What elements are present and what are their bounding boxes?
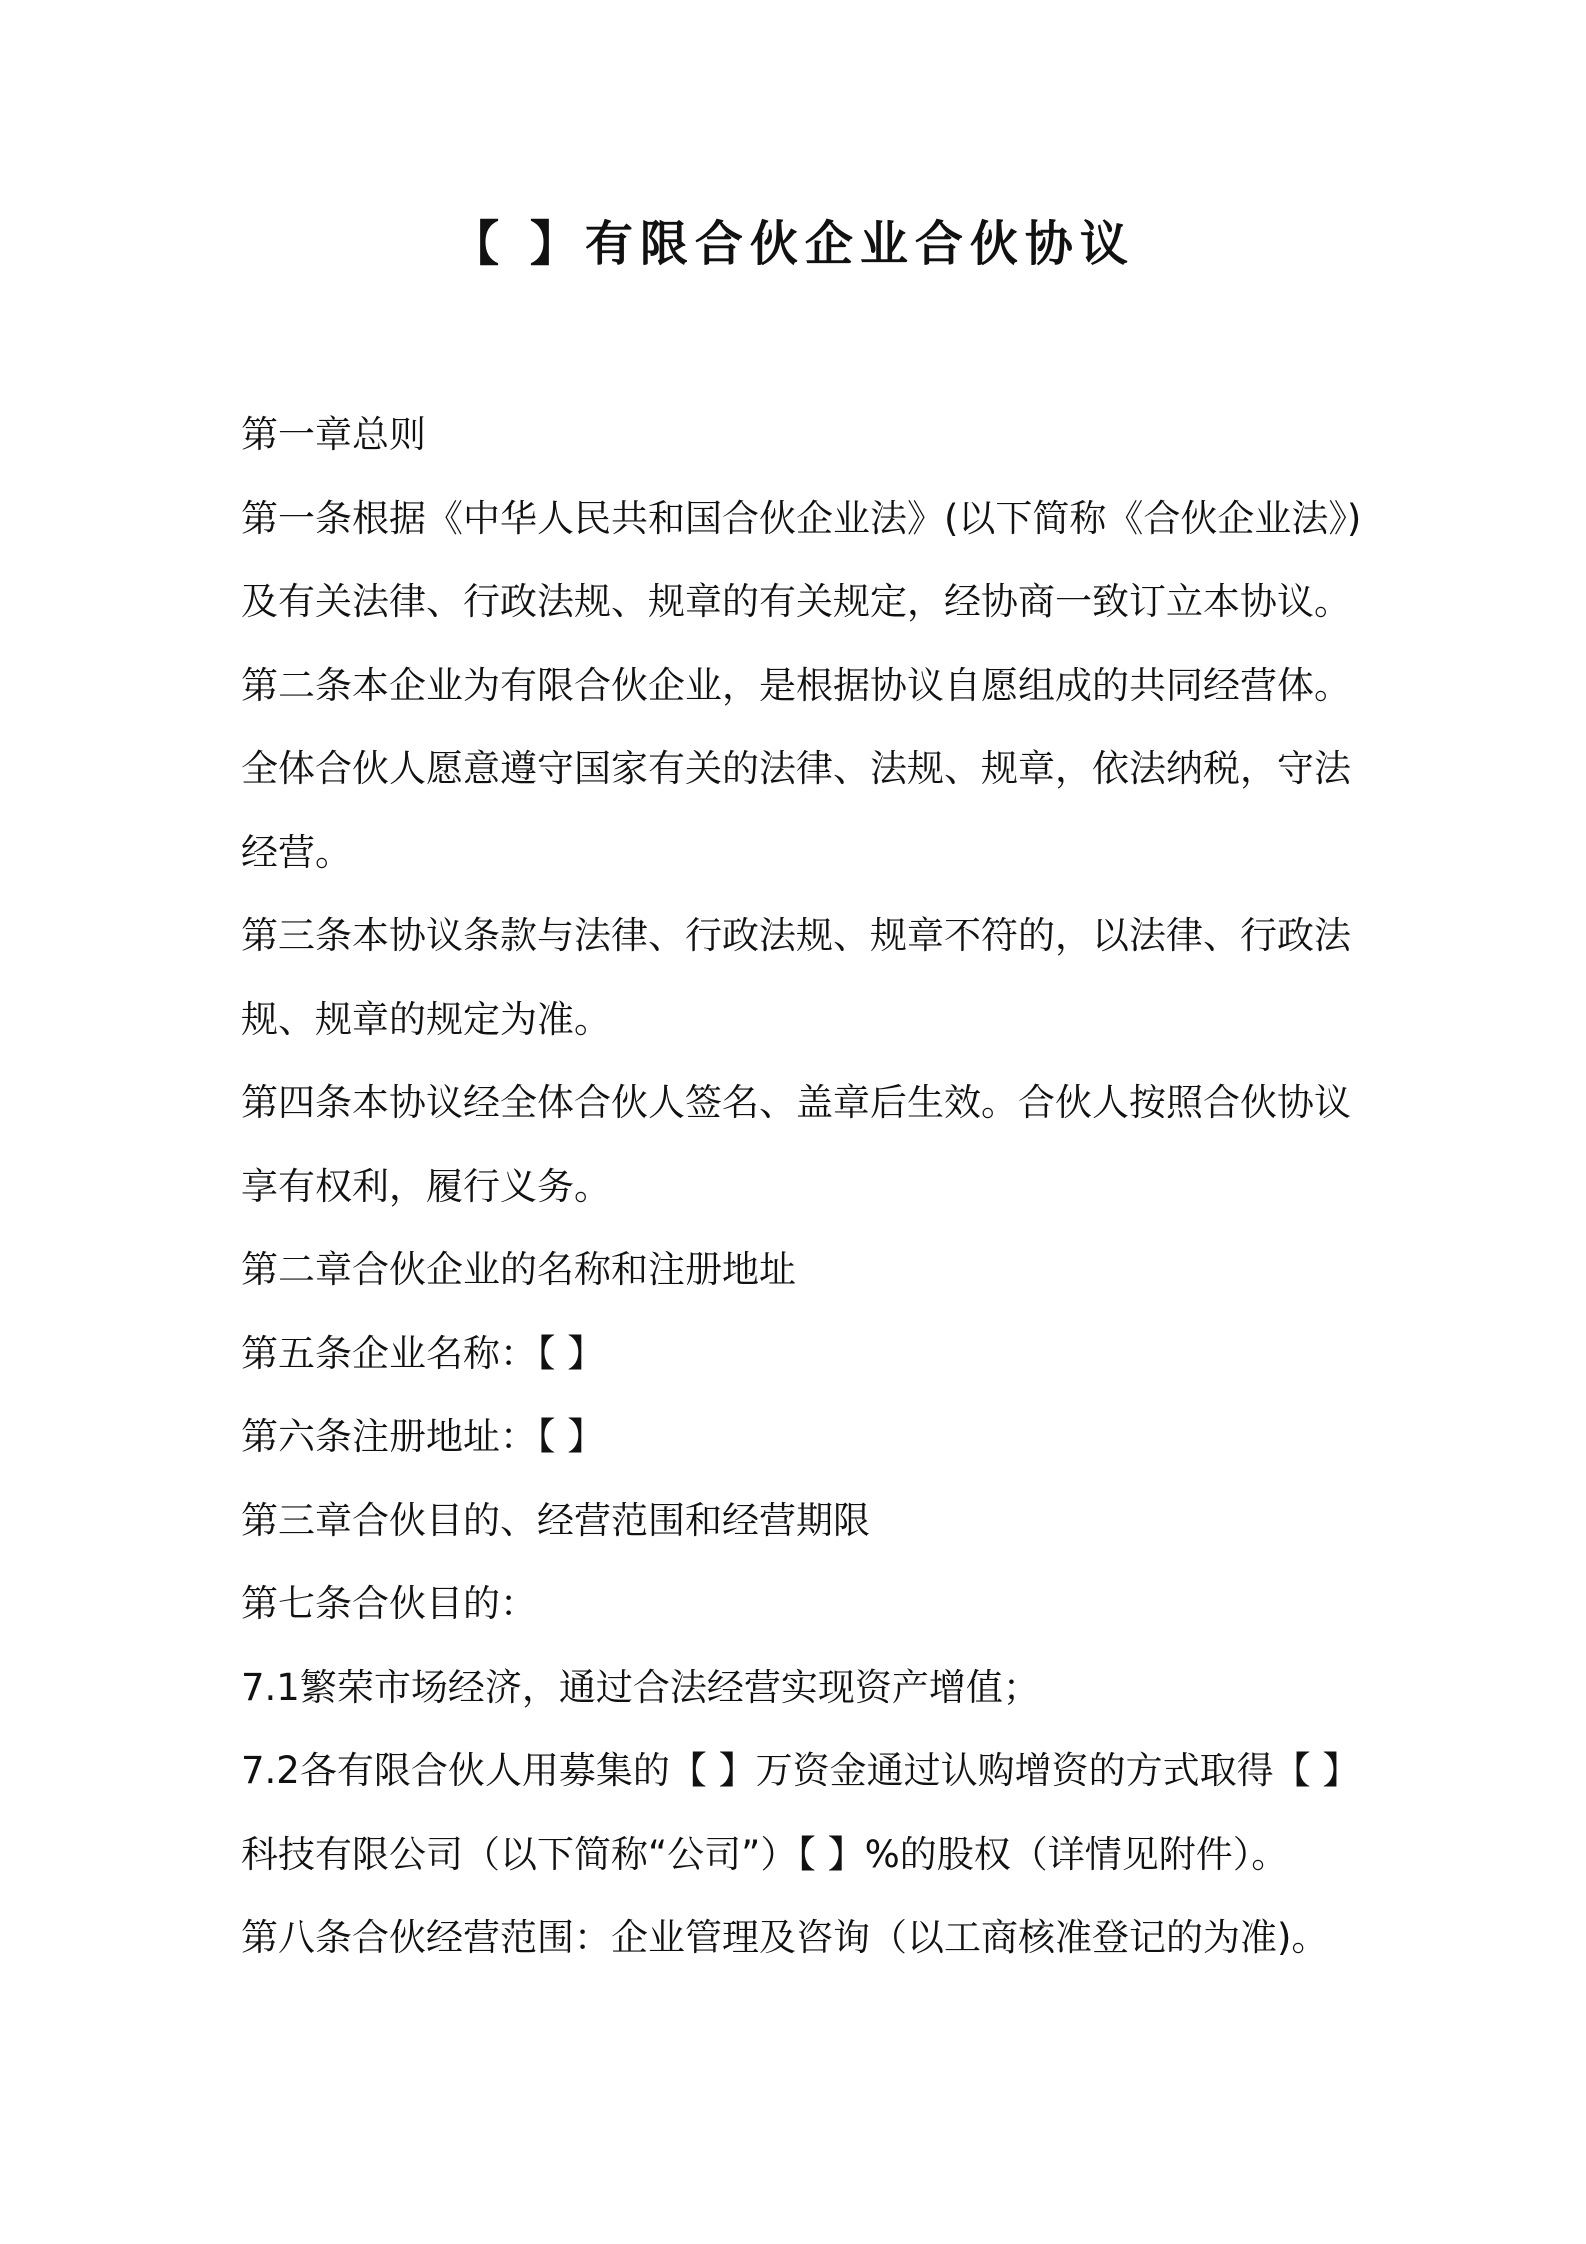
article-2-line-1: 第二条本企业为有限合伙企业，是根据协议自愿组成的共同经营体。 xyxy=(241,663,1351,707)
article-1-line-1: 第一条根据《中华人民共和国合伙企业法》(以下简称《合伙企业法》) xyxy=(241,496,1362,540)
article-8-line: 第八条合伙经营范围：企业管理及咨询（以工商核准登记的为准)。 xyxy=(241,1916,1329,1959)
article-4-line-2: 享有权利，履行义务。 xyxy=(241,1164,611,1208)
article-1-line-2: 及有关法律、行政法规、规章的有关规定，经协商一致订立本协议。 xyxy=(241,580,1351,623)
document-body xyxy=(241,403,1391,1990)
chapter-3-heading: 第三章合伙目的、经营范围和经营期限 xyxy=(241,1498,870,1542)
article-2-line-3: 经营。 xyxy=(241,830,352,874)
article-5-line: 第五条企业名称：【 】 xyxy=(241,1331,605,1375)
clause-7-1: 7.1繁荣市场经济，通过合法经营实现资产增值； xyxy=(241,1665,1040,1709)
article-4-line-1: 第四条本协议经全体合伙人签名、盖章后生效。合伙人按照合伙协议 xyxy=(241,1081,1351,1124)
clause-7-2-line-2: 科技有限公司（以下简称“公司”）【 】%的股权（详情见附件）。 xyxy=(241,1832,1289,1876)
article-3-line-1: 第三条本协议条款与法律、行政法规、规章不符的，以法律、行政法 xyxy=(241,914,1351,957)
clause-7-2-line-1: 7.2各有限合伙人用募集的【 】万资金通过认购增资的方式取得【 】 xyxy=(241,1749,1360,1792)
article-2-line-2: 全体合伙人愿意遵守国家有关的法律、法规、规章，依法纳税，守法 xyxy=(241,747,1351,790)
chapter-2-heading: 第二章合伙企业的名称和注册地址 xyxy=(241,1248,796,1291)
article-7-heading: 第七条合伙目的： xyxy=(241,1582,537,1625)
article-3-line-2: 规、规章的规定为准。 xyxy=(241,997,611,1041)
article-6-line: 第六条注册地址：【 】 xyxy=(241,1415,605,1458)
document-title: 【 】有限合伙企业合伙协议 xyxy=(451,216,1135,272)
chapter-1-heading: 第一章总则 xyxy=(241,413,426,456)
